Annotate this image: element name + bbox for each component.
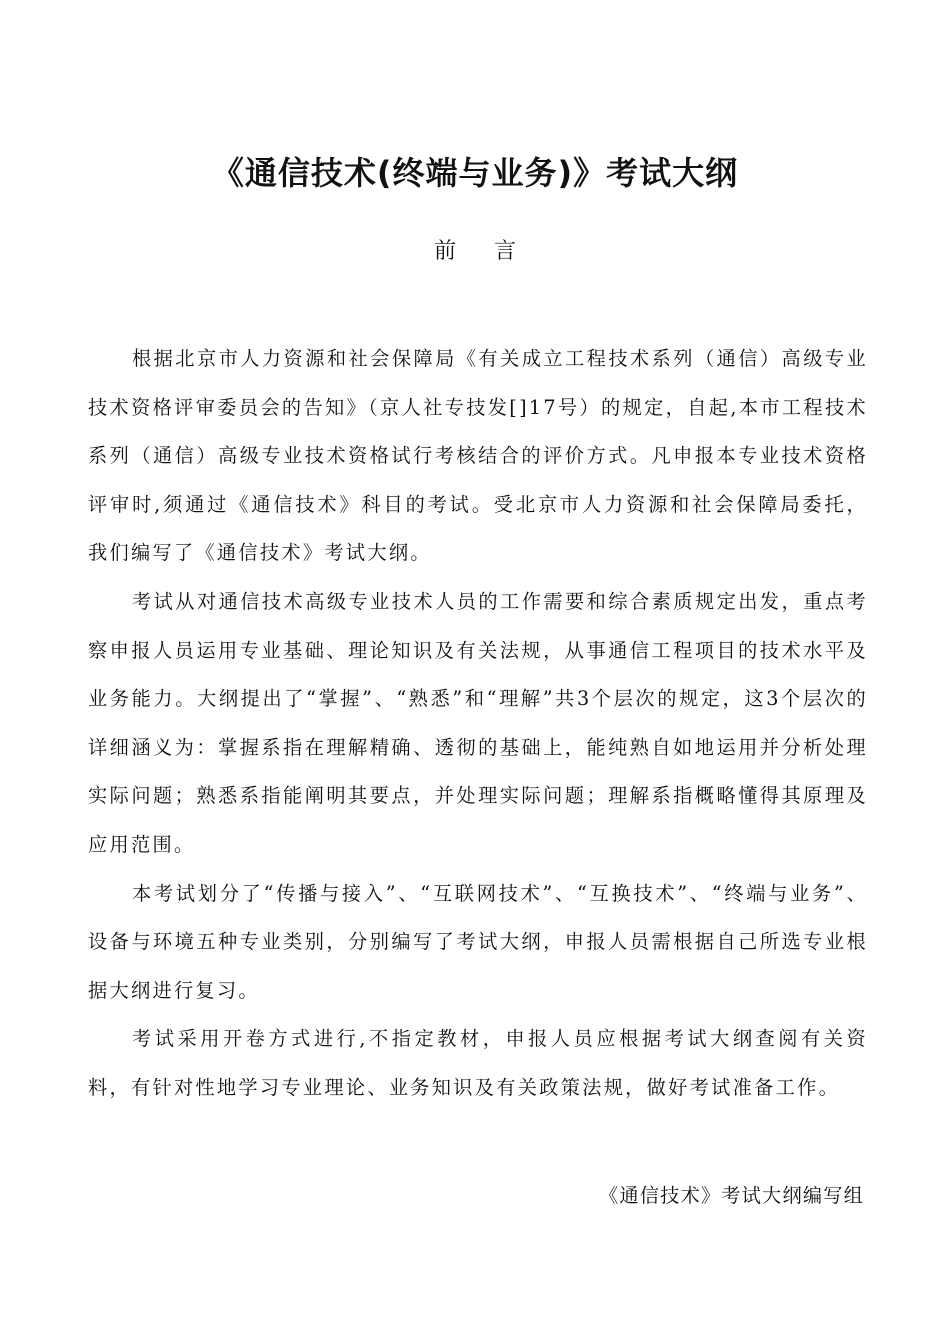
document-title: 《通信技术(终端与业务)》考试大纲 — [211, 154, 739, 193]
paragraph-4: 考试采用开卷方式进行,不指定教材，申报人员应根据考试大纲查阅有关资料，有针对性地学习专业理论、业务知识及有关政策法规，做好考试准备工作。 — [88, 1027, 868, 1099]
paragraph-2: 考试从对通信技术高级专业技术人员的工作需要和综合素质规定出发，重点考察申报人员运用专业基础、理论知识及有关法规，从事通信工程项目的技术水平及业务能力。大纲提出了“掌握”、“熟悉”和“理解”共3个层次的规定，这3个层次的详细涵义为：掌握系指在理解精确、透彻的基础上，能纯熟自如地运用并分析处理实际问题；熟悉系指能阐明其要点，并处理实际问题；理解系指概略懂得其原理及应用范围。 — [88, 589, 868, 856]
paragraph-1: 根据北京市人力资源和社会保障局《有关成立工程技术系列（通信）高级专业技术资格评审委员会的告知》（京人社专技发[]17号）的规定，自起,本市工程技术系列（通信）高级专业技术资格试行考核结合的评价方式。凡申报本专业技术资格评审时,须通过《通信技术》科目的考试。受北京市人力资源和社会保障局委托，我们编写了《通信技术》考试大纲。 — [88, 347, 868, 565]
document-signature: 《通信技术》考试大纲编写组 — [598, 1184, 864, 1207]
preface-body — [88, 335, 868, 1113]
section-heading: 前言 — [433, 239, 554, 264]
paragraph-3: 本考试划分了“传播与接入”、“互联网技术”、“互换技术”、“终端与业务”、设备与环境五种专业类别，分别编写了考试大纲，申报人员需根据自己所选专业根据大纲进行复习。 — [88, 881, 868, 1002]
